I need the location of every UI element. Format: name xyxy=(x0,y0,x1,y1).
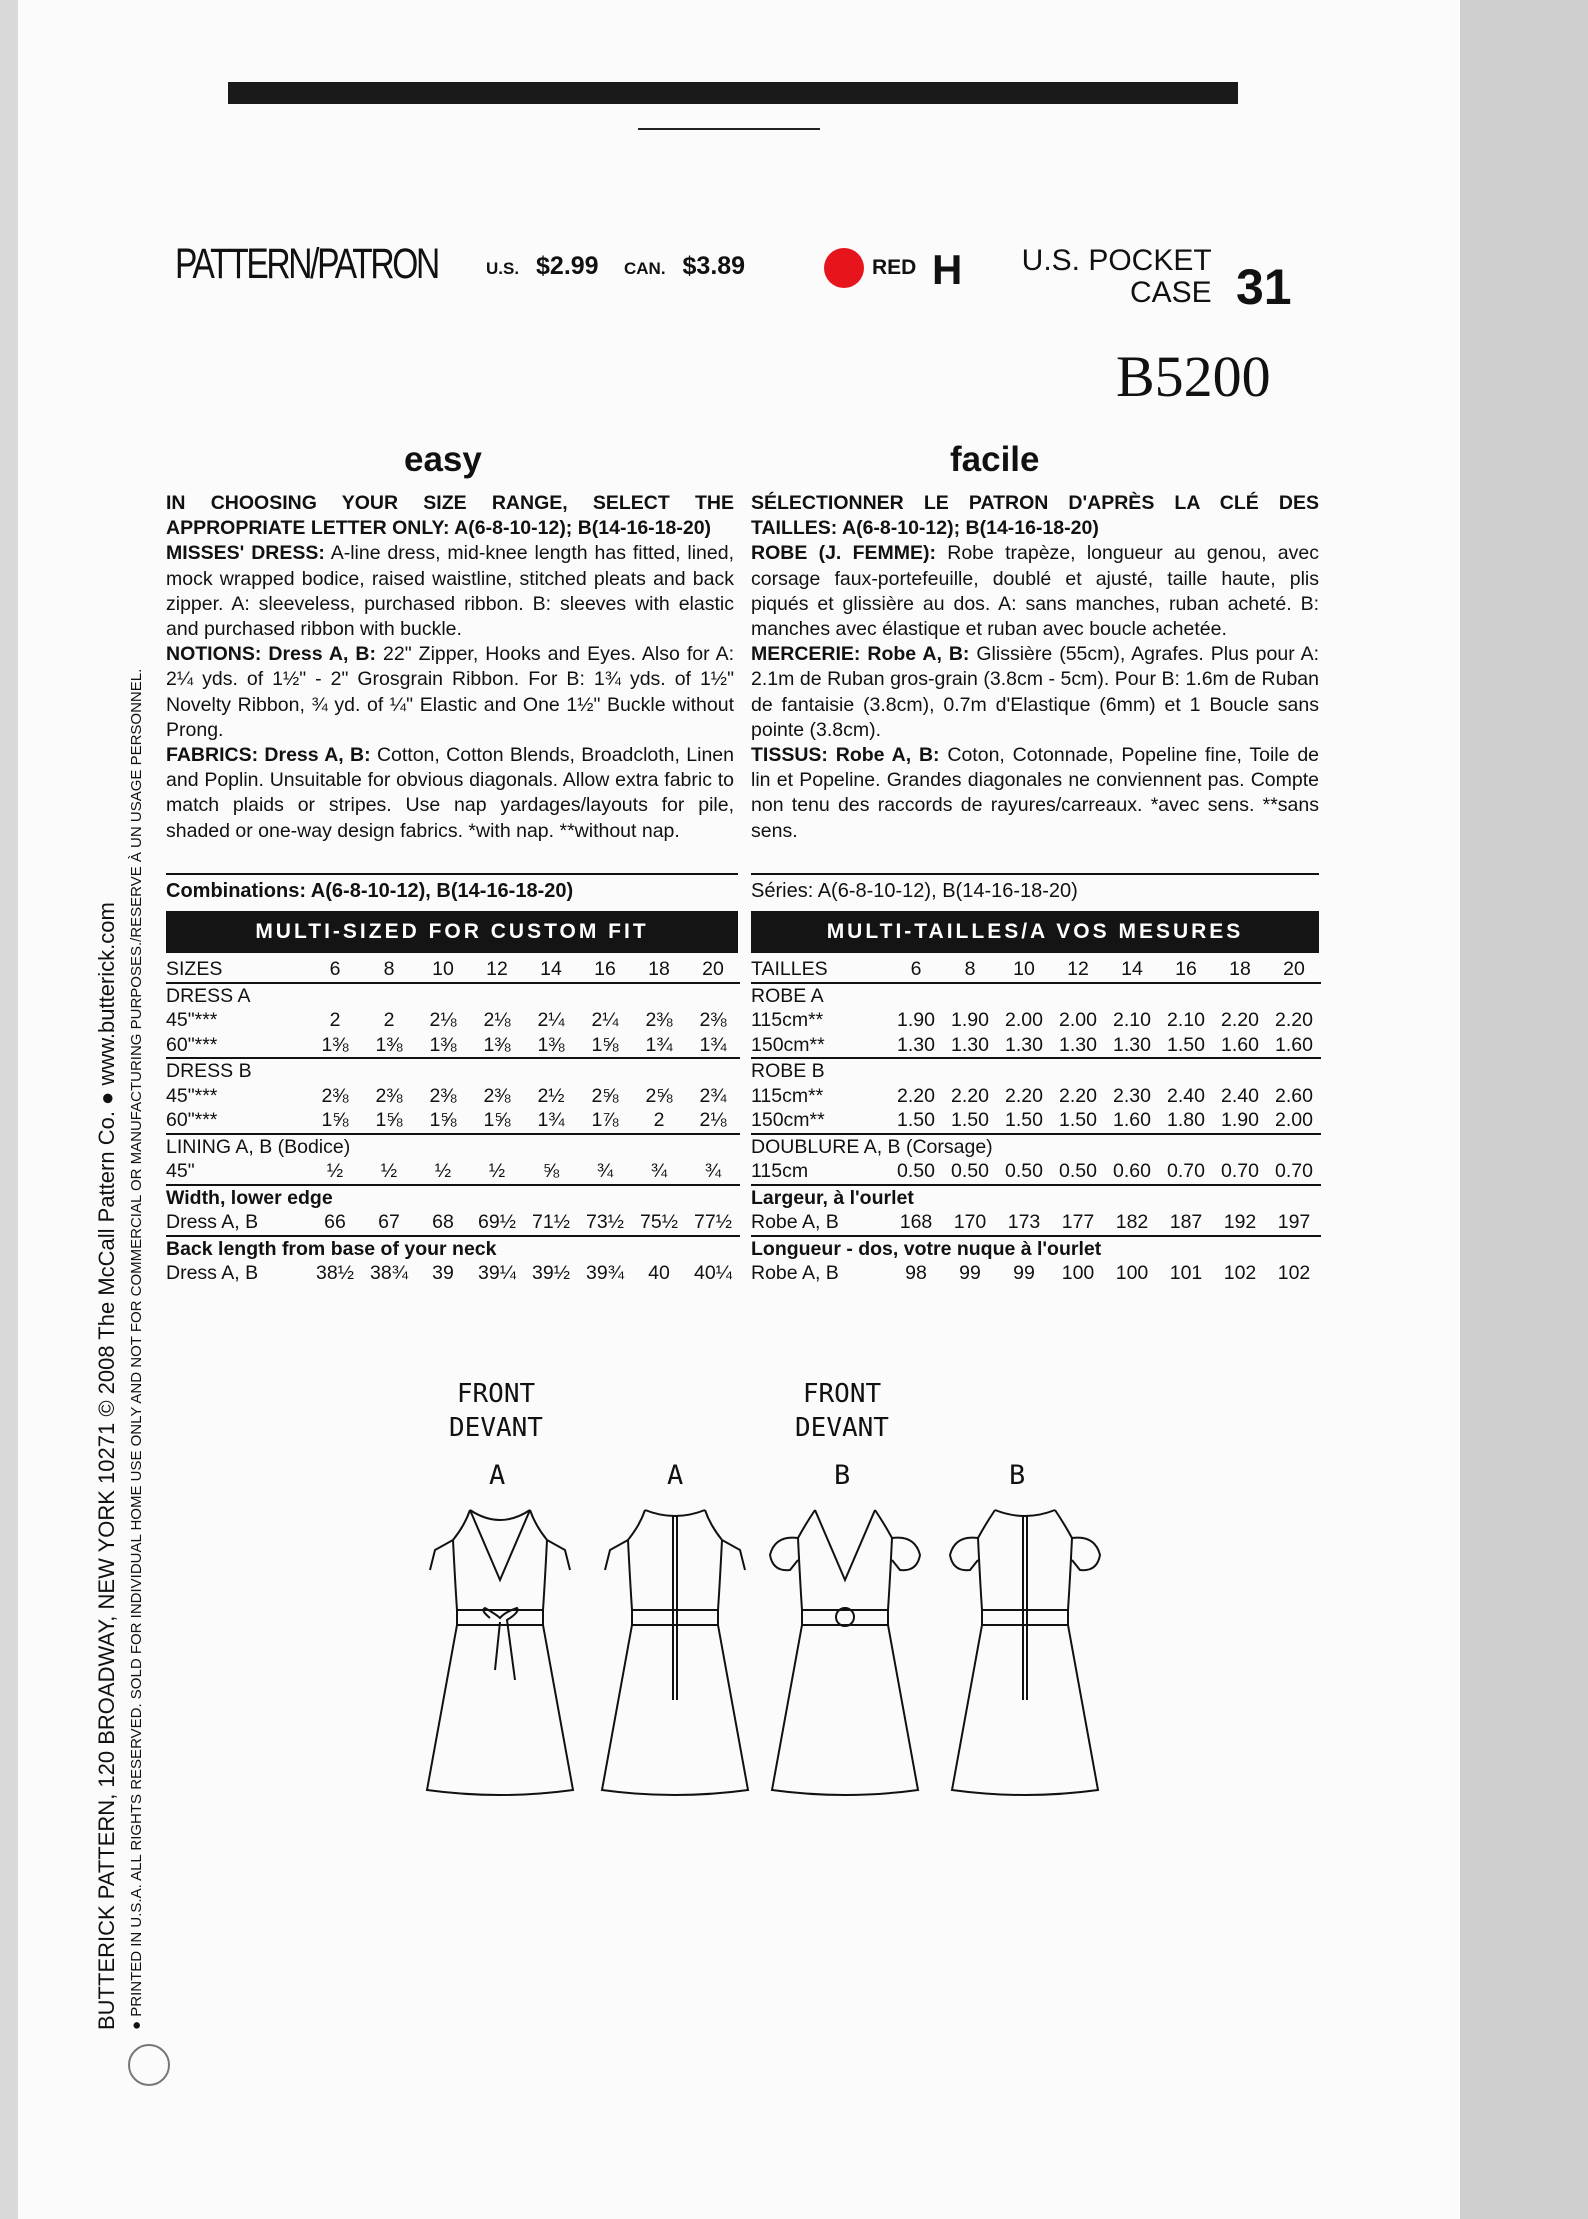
table-row xyxy=(166,1008,740,1033)
table-cell: 40 xyxy=(648,1262,670,1284)
english-heading: easy xyxy=(404,440,482,479)
table-row xyxy=(166,1033,740,1059)
row-label: Dress A, B xyxy=(166,1210,308,1236)
scan-background xyxy=(1460,0,1588,2219)
table-cell: 2⅜ xyxy=(375,1084,403,1107)
french-size-range: SÉLECTIONNER LE PATRON D'APRÈS LA CLÉ DES TAILLES: A(6-8-10-12); B(14-16-18-20) xyxy=(751,492,1319,540)
table-cell: 1⅜ xyxy=(362,1033,416,1059)
row-label: 150cm** xyxy=(751,1033,889,1059)
can-price xyxy=(624,252,745,281)
front-b-label: FRONT DEVANT xyxy=(795,1379,889,1443)
table-cell: 14 xyxy=(524,957,578,983)
table-cell: 173 xyxy=(997,1210,1051,1236)
notions-label: NOTIONS: Dress A, B: xyxy=(166,643,376,666)
top-divider-line xyxy=(638,128,820,130)
table-row xyxy=(751,1236,1321,1262)
table-cell: ½ xyxy=(362,1159,416,1185)
fabrics-label: FABRICS: Dress A, B: xyxy=(166,744,371,767)
table-cell: 2¾ xyxy=(699,1084,727,1107)
table-cell: 1.30 xyxy=(889,1033,943,1059)
row-label: TAILLES xyxy=(751,957,889,983)
table-cell: 1.30 xyxy=(1051,1033,1105,1059)
publisher-line: BUTTERICK PATTERN, 120 BROADWAY, NEW YORK 10271 © 2008 The McCall Pattern Co. ● www.butterick.com xyxy=(94,902,119,2030)
table-cell: 1¾ xyxy=(524,1108,578,1134)
row-label: 45" xyxy=(166,1159,308,1185)
view-letter-a-back: A xyxy=(667,1460,684,1491)
table-row xyxy=(751,1159,1321,1185)
table-cell: 10 xyxy=(997,957,1051,983)
table-cell: ¾ xyxy=(578,1159,632,1185)
row-label: ROBE A xyxy=(751,984,824,1007)
table-cell: 0.50 xyxy=(997,1159,1051,1185)
table-cell: 8 xyxy=(362,957,416,983)
row-label: LINING A, B (Bodice) xyxy=(166,1135,351,1158)
table-cell: 71½ xyxy=(524,1210,578,1236)
french-heading: facile xyxy=(950,440,1040,479)
table-cell: 2.00 xyxy=(1005,1009,1043,1031)
mercerie-label: MERCERIE: Robe A, B: xyxy=(751,643,970,666)
table-cell: 102 xyxy=(1277,1262,1311,1284)
table-cell: 2.30 xyxy=(1113,1084,1151,1107)
table-row xyxy=(751,983,1321,1009)
row-label: 115cm** xyxy=(751,1009,824,1031)
english-size-range: IN CHOOSING YOUR SIZE RANGE, SELECT THE APPROPRIATE LETTER ONLY: A(6-8-10-12); B(14-16-18-20) xyxy=(166,492,734,540)
english-rule xyxy=(166,873,738,875)
size-letter: H xyxy=(932,246,963,293)
can-price-value: $3.89 xyxy=(682,252,746,280)
table-cell: 67 xyxy=(362,1210,416,1236)
table-cell: 98 xyxy=(905,1262,927,1284)
table-cell: ¾ xyxy=(686,1159,740,1185)
table-row xyxy=(166,1210,740,1236)
us-price-value: $2.99 xyxy=(536,252,599,280)
can-label: CAN. xyxy=(624,259,666,278)
robe-text: Robe trapèze, longueur au genou, avec corsage faux-portefeuille, doublé et ajusté, taille haute, plis piqués et glissière au dos. A: sans manches, ruban acheté. B: manches avec élastique et ruban avec boucle achetée. xyxy=(751,542,1319,641)
table-cell: 2.20 xyxy=(1221,1009,1259,1031)
tissus-text: Coton, Cotonnade, Popeline fine, Toile de lin et Popeline. Grandes diagonales ne conviennent pas. Compte non tenu des raccords de rayures/carreaux. *avec sens. **sans sens. xyxy=(751,744,1320,842)
table-cell: 0.50 xyxy=(889,1159,943,1185)
table-cell: 2 xyxy=(632,1108,686,1134)
table-cell: 100 xyxy=(1061,1262,1095,1284)
table-cell: 18 xyxy=(632,957,686,983)
table-cell: 1.50 xyxy=(997,1108,1051,1134)
table-cell: 2.20 xyxy=(951,1084,989,1107)
table-cell: 170 xyxy=(943,1210,997,1236)
cut-off-size-bar xyxy=(228,82,1238,104)
table-cell: 2.20 xyxy=(1005,1084,1043,1107)
us-price xyxy=(486,252,599,281)
row-label: 150cm** xyxy=(751,1108,889,1134)
table-cell: 1⅝ xyxy=(470,1108,524,1134)
view-letter-a-front: A xyxy=(489,1460,506,1491)
row-label: Robe A, B xyxy=(751,1262,839,1284)
table-cell: ½ xyxy=(416,1159,470,1185)
table-cell: 1.30 xyxy=(997,1033,1051,1059)
table-row xyxy=(751,1210,1321,1236)
table-row xyxy=(166,1084,740,1109)
misses-label: MISSES' DRESS: xyxy=(166,542,325,565)
table-cell: 2⅛ xyxy=(483,1009,511,1031)
french-table-banner: MULTI-TAILLES/A VOS MESURES xyxy=(751,911,1319,953)
table-row xyxy=(751,1261,1321,1286)
table-cell: 1.50 xyxy=(1159,1033,1213,1059)
pocket-line2: CASE xyxy=(1130,276,1212,309)
table-cell: 0.50 xyxy=(1051,1159,1105,1185)
table-cell: 20 xyxy=(1267,957,1321,983)
table-cell: 2.60 xyxy=(1275,1084,1313,1107)
table-cell: 2⅜ xyxy=(321,1084,349,1107)
french-size-table xyxy=(751,957,1321,1286)
row-label: 45"*** xyxy=(166,1009,218,1031)
table-cell: 68 xyxy=(416,1210,470,1236)
table-cell: 39¾ xyxy=(586,1262,624,1284)
publisher-side-text xyxy=(94,669,145,2030)
view-letter-b-front: B xyxy=(834,1460,851,1491)
row-label: 45"*** xyxy=(166,1084,218,1107)
table-cell: 2.20 xyxy=(897,1084,935,1107)
table-cell: 0.70 xyxy=(1159,1159,1213,1185)
table-cell: 101 xyxy=(1169,1262,1203,1284)
table-cell: 1.90 xyxy=(951,1009,989,1031)
table-cell: 2.40 xyxy=(1221,1084,1259,1107)
table-cell: 2¼ xyxy=(537,1009,565,1031)
table-cell: 1.50 xyxy=(943,1108,997,1134)
table-cell: 2.00 xyxy=(1267,1108,1321,1134)
table-row xyxy=(166,1108,740,1134)
pattern-label: PATTERN/PATRON xyxy=(175,240,438,288)
dress-a-front-sketch xyxy=(425,1500,575,1800)
row-label: 115cm** xyxy=(751,1084,824,1107)
case-number: 31 xyxy=(1236,259,1292,315)
table-cell: 73½ xyxy=(578,1210,632,1236)
english-table-banner: MULTI-SIZED FOR CUSTOM FIT xyxy=(166,911,738,953)
table-cell: 102 xyxy=(1223,1262,1257,1284)
table-cell: 177 xyxy=(1051,1210,1105,1236)
front-a-label: FRONT DEVANT xyxy=(449,1379,543,1443)
table-cell: 2⅛ xyxy=(686,1108,740,1134)
table-cell: 1¾ xyxy=(632,1033,686,1059)
table-cell: 2⅛ xyxy=(429,1009,457,1031)
table-cell: 0.70 xyxy=(1267,1159,1321,1185)
table-cell: ½ xyxy=(470,1159,524,1185)
table-cell: 1.60 xyxy=(1267,1033,1321,1059)
table-cell: 1.60 xyxy=(1105,1108,1159,1134)
table-cell: 2⅝ xyxy=(645,1084,673,1107)
french-series: Séries: A(6-8-10-12), B(14-16-18-20) xyxy=(751,880,1078,902)
table-cell: 39 xyxy=(432,1262,454,1284)
table-cell: ¾ xyxy=(632,1159,686,1185)
table-cell: 1⅜ xyxy=(470,1033,524,1059)
english-size-table xyxy=(166,957,740,1286)
row-label: ROBE B xyxy=(751,1060,825,1082)
table-cell: 12 xyxy=(470,957,524,983)
row-label: Robe A, B xyxy=(751,1210,889,1236)
table-cell: 99 xyxy=(959,1262,981,1284)
fabrics-text: Cotton, Cotton Blends, Broadcloth, Linen and Poplin. Unsuitable for obvious diagonals. Allow extra fabric to match plaids or stripes. Use nap yardages/layouts for pile, shaded or one-way design fabrics. *with nap. **without nap. xyxy=(166,744,734,842)
table-cell: 1.60 xyxy=(1213,1033,1267,1059)
row-label: Back length from base of your neck xyxy=(166,1237,497,1260)
row-label: Width, lower edge xyxy=(166,1186,333,1209)
table-cell: 1.50 xyxy=(1051,1108,1105,1134)
table-cell: 2⅜ xyxy=(645,1009,673,1031)
row-label: Dress A, B xyxy=(166,1262,259,1284)
table-cell: ½ xyxy=(308,1159,362,1185)
table-row xyxy=(166,1185,740,1211)
table-cell: 1.30 xyxy=(943,1033,997,1059)
row-label: 115cm xyxy=(751,1159,889,1185)
table-row xyxy=(166,1058,740,1084)
table-row xyxy=(751,1058,1321,1084)
table-row xyxy=(751,1134,1321,1160)
table-row xyxy=(166,957,740,983)
mercerie-text: Glissière (55cm), Agrafes. Plus pour A: 2.1m de Ruban gros-grain (3.8cm - 5cm). Pour B: 1.6m de Ruban de fantaisie (3.8cm), 0.7m d'Elastique (6mm) et 1 Boucle sans pointe (3.8cm). xyxy=(751,643,1319,741)
table-row xyxy=(166,1236,740,1262)
pocket-line1: U.S. POCKET xyxy=(1021,244,1212,277)
table-cell: 1.90 xyxy=(897,1009,935,1031)
table-row xyxy=(166,1134,740,1160)
table-cell: 0.60 xyxy=(1105,1159,1159,1185)
table-cell: 2⅜ xyxy=(483,1084,511,1107)
table-cell: 40¼ xyxy=(694,1262,732,1284)
table-cell: 182 xyxy=(1105,1210,1159,1236)
color-label: RED xyxy=(872,256,917,279)
table-cell: 10 xyxy=(416,957,470,983)
misses-text: A-line dress, mid-knee length has fitted, lined, mock wrapped bodice, raised waistline, stitched pleats and back zipper. A: sleeveless, purchased ribbon. B: sleeves with elastic and purchased ribbon with buckle. xyxy=(166,542,735,641)
table-cell: 39¼ xyxy=(478,1262,516,1284)
table-row xyxy=(751,1008,1321,1033)
table-cell: 14 xyxy=(1105,957,1159,983)
table-cell: 2.10 xyxy=(1167,1009,1205,1031)
english-description xyxy=(166,491,734,844)
table-cell: 77½ xyxy=(686,1210,740,1236)
dress-b-back-sketch xyxy=(945,1500,1105,1800)
table-cell: 1⅝ xyxy=(416,1108,470,1134)
row-label: DRESS B xyxy=(166,1060,252,1082)
table-cell: 99 xyxy=(1013,1262,1035,1284)
table-cell: 1.50 xyxy=(889,1108,943,1134)
table-cell: 2⅝ xyxy=(591,1084,619,1107)
table-cell: 1⅝ xyxy=(308,1108,362,1134)
row-label: Longueur - dos, votre nuque à l'ourlet xyxy=(751,1237,1102,1260)
french-description xyxy=(751,491,1319,844)
hanging-hole xyxy=(128,2044,170,2086)
table-row xyxy=(751,1033,1321,1059)
french-rule xyxy=(751,873,1319,875)
table-cell: 2.20 xyxy=(1059,1084,1097,1107)
table-cell: 1⅝ xyxy=(578,1033,632,1059)
table-cell: 69½ xyxy=(470,1210,524,1236)
table-cell: 197 xyxy=(1267,1210,1321,1236)
table-cell: ⅝ xyxy=(524,1159,578,1185)
row-label: DRESS A xyxy=(166,984,251,1007)
row-label: SIZES xyxy=(166,957,308,983)
english-combinations: Combinations: A(6-8-10-12), B(14-16-18-20) xyxy=(166,880,574,902)
table-row xyxy=(166,1159,740,1185)
table-row xyxy=(751,957,1321,983)
table-cell: 20 xyxy=(686,957,740,983)
table-cell: 2.40 xyxy=(1167,1084,1205,1107)
table-cell: 18 xyxy=(1213,957,1267,983)
dress-b-front-sketch xyxy=(765,1500,925,1800)
table-cell: 187 xyxy=(1159,1210,1213,1236)
table-row xyxy=(751,1185,1321,1211)
view-letter-b-back: B xyxy=(1009,1460,1026,1491)
table-cell: 16 xyxy=(1159,957,1213,983)
table-cell: 2.20 xyxy=(1275,1009,1313,1031)
pocket-case-label xyxy=(1010,245,1212,309)
table-cell: 12 xyxy=(1051,957,1105,983)
table-cell: 0.70 xyxy=(1213,1159,1267,1185)
notions-text: 22" Zipper, Hooks and Eyes. Also for A: 2¼ yds. of 1½" - 2" Grosgrain Ribbon. For B: 1¾ yds. of 1½" Novelty Ribbon, ¾ yd. of ¼" Elastic and One 1½" Buckle without Prong. xyxy=(166,643,734,741)
table-cell: 66 xyxy=(308,1210,362,1236)
table-cell: 1⅜ xyxy=(416,1033,470,1059)
table-cell: 1⅞ xyxy=(578,1108,632,1134)
table-cell: 1⅜ xyxy=(308,1033,362,1059)
table-cell: 1⅝ xyxy=(362,1108,416,1134)
table-cell: 38½ xyxy=(316,1262,354,1284)
table-cell: 2⅜ xyxy=(699,1009,727,1031)
color-dot-icon xyxy=(824,248,864,288)
table-cell: 16 xyxy=(578,957,632,983)
table-cell: 2.00 xyxy=(1059,1009,1097,1031)
table-row xyxy=(166,1261,740,1286)
table-cell: 192 xyxy=(1213,1210,1267,1236)
table-cell: 2 xyxy=(329,1009,341,1031)
row-label: DOUBLURE A, B (Corsage) xyxy=(751,1135,993,1158)
table-cell: 2¼ xyxy=(591,1009,619,1031)
tissus-label: TISSUS: Robe A, B: xyxy=(751,744,940,767)
dress-a-back-sketch xyxy=(600,1500,750,1800)
row-label: 60"*** xyxy=(166,1108,308,1134)
us-label: U.S. xyxy=(486,259,520,278)
table-cell: 1⅜ xyxy=(524,1033,578,1059)
table-row xyxy=(751,1084,1321,1109)
table-cell: 1.90 xyxy=(1213,1108,1267,1134)
table-cell: 168 xyxy=(889,1210,943,1236)
table-cell: 6 xyxy=(889,957,943,983)
table-cell: 6 xyxy=(308,957,362,983)
table-cell: 1¾ xyxy=(686,1033,740,1059)
table-cell: 2⅜ xyxy=(429,1084,457,1107)
table-cell: 38¾ xyxy=(370,1262,408,1284)
table-cell: 2½ xyxy=(537,1084,565,1107)
table-cell: 75½ xyxy=(632,1210,686,1236)
table-cell: 39½ xyxy=(532,1262,570,1284)
copyright-line: ● PRINTED IN U.S.A. ALL RIGHTS RESERVED. SOLD FOR INDIVIDUAL HOME USE ONLY AND NOT FOR COMMERCIAL OR MANUFACTURING PURPOSES./RESERVE À UN USAGE PERSONNEL. xyxy=(128,668,145,2030)
table-row xyxy=(751,1108,1321,1134)
table-cell: 2.10 xyxy=(1113,1009,1151,1031)
table-cell: 1.80 xyxy=(1159,1108,1213,1134)
table-cell: 2 xyxy=(383,1009,395,1031)
pattern-number: B5200 xyxy=(1116,344,1271,409)
table-cell: 0.50 xyxy=(943,1159,997,1185)
table-row xyxy=(166,983,740,1009)
table-cell: 8 xyxy=(943,957,997,983)
robe-label: ROBE (J. FEMME): xyxy=(751,542,936,565)
table-cell: 100 xyxy=(1115,1262,1149,1284)
table-cell: 1.30 xyxy=(1105,1033,1159,1059)
row-label: Largeur, à l'ourlet xyxy=(751,1186,914,1209)
row-label: 60"*** xyxy=(166,1033,308,1059)
